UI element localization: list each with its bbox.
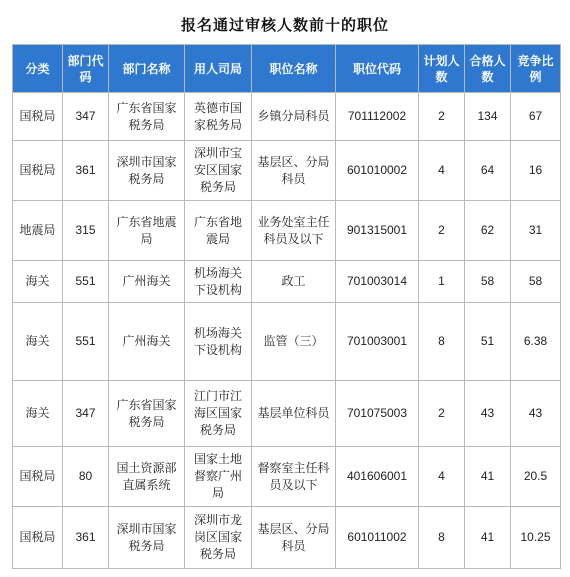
cell-category: 海关 bbox=[13, 381, 63, 447]
cell-pos-code: 701003001 bbox=[336, 303, 419, 381]
cell-bureau: 机场海关下设机构 bbox=[185, 261, 252, 303]
cell-position: 业务处室主任科员及以下 bbox=[252, 201, 336, 261]
cell-bureau: 深圳市龙岗区国家税务局 bbox=[185, 507, 252, 569]
cell-dept-name: 广州海关 bbox=[109, 303, 185, 381]
cell-pos-code: 901315001 bbox=[336, 201, 419, 261]
cell-pos-code: 601011002 bbox=[336, 507, 419, 569]
cell-qualified: 41 bbox=[465, 507, 511, 569]
col-header-position: 职位名称 bbox=[252, 45, 336, 93]
table-row bbox=[13, 303, 561, 381]
col-header-qualified: 合格人数 bbox=[465, 45, 511, 93]
cell-planned: 2 bbox=[419, 93, 465, 141]
cell-pos-code: 701075003 bbox=[336, 381, 419, 447]
cell-bureau: 深圳市宝安区国家税务局 bbox=[185, 141, 252, 201]
cell-planned: 2 bbox=[419, 381, 465, 447]
cell-position: 基层单位科员 bbox=[252, 381, 336, 447]
cell-category: 国税局 bbox=[13, 507, 63, 569]
cell-ratio: 20.5 bbox=[511, 447, 561, 507]
cell-planned: 2 bbox=[419, 201, 465, 261]
cell-dept-code: 551 bbox=[63, 303, 109, 381]
cell-dept-code: 347 bbox=[63, 93, 109, 141]
cell-planned: 8 bbox=[419, 507, 465, 569]
cell-ratio: 10.25 bbox=[511, 507, 561, 569]
cell-dept-code: 315 bbox=[63, 201, 109, 261]
cell-position: 监管（三） bbox=[252, 303, 336, 381]
cell-qualified: 58 bbox=[465, 261, 511, 303]
cell-qualified: 64 bbox=[465, 141, 511, 201]
cell-position: 政工 bbox=[252, 261, 336, 303]
table-container bbox=[12, 44, 560, 569]
cell-pos-code: 601010002 bbox=[336, 141, 419, 201]
header-row bbox=[13, 45, 561, 93]
cell-ratio: 31 bbox=[511, 201, 561, 261]
cell-dept-code: 347 bbox=[63, 381, 109, 447]
table-row bbox=[13, 141, 561, 201]
cell-pos-code: 701003014 bbox=[336, 261, 419, 303]
cell-qualified: 62 bbox=[465, 201, 511, 261]
cell-qualified: 51 bbox=[465, 303, 511, 381]
cell-dept-name: 国土资源部直属系统 bbox=[109, 447, 185, 507]
cell-ratio: 67 bbox=[511, 93, 561, 141]
cell-category: 国税局 bbox=[13, 93, 63, 141]
cell-dept-name: 广东省国家税务局 bbox=[109, 93, 185, 141]
cell-dept-name: 广东省国家税务局 bbox=[109, 381, 185, 447]
cell-ratio: 16 bbox=[511, 141, 561, 201]
cell-dept-code: 80 bbox=[63, 447, 109, 507]
cell-qualified: 43 bbox=[465, 381, 511, 447]
page-title: 报名通过审核人数前十的职位 bbox=[180, 16, 389, 34]
col-header-bureau: 用人司局 bbox=[185, 45, 252, 93]
table-header bbox=[13, 45, 561, 93]
col-header-ratio: 竞争比例 bbox=[511, 45, 561, 93]
cell-category: 国税局 bbox=[13, 141, 63, 201]
cell-position: 乡镇分局科员 bbox=[252, 93, 336, 141]
col-header-dept-code: 部门代码 bbox=[63, 45, 109, 93]
cell-qualified: 41 bbox=[465, 447, 511, 507]
table-row bbox=[13, 507, 561, 569]
cell-planned: 4 bbox=[419, 141, 465, 201]
cell-category: 地震局 bbox=[13, 201, 63, 261]
table-row bbox=[13, 261, 561, 303]
table-row bbox=[13, 381, 561, 447]
cell-bureau: 英德市国家税务局 bbox=[185, 93, 252, 141]
table-row bbox=[13, 201, 561, 261]
cell-planned: 8 bbox=[419, 303, 465, 381]
cell-dept-name: 广东省地震局 bbox=[109, 201, 185, 261]
cell-qualified: 134 bbox=[465, 93, 511, 141]
cell-dept-code: 361 bbox=[63, 141, 109, 201]
cell-planned: 1 bbox=[419, 261, 465, 303]
col-header-planned: 计划人数 bbox=[419, 45, 465, 93]
cell-ratio: 58 bbox=[511, 261, 561, 303]
cell-bureau: 国家土地督察广州局 bbox=[185, 447, 252, 507]
cell-bureau: 机场海关下设机构 bbox=[185, 303, 252, 381]
positions-table bbox=[12, 44, 561, 569]
cell-position: 基层区、分局科员 bbox=[252, 141, 336, 201]
cell-pos-code: 401606001 bbox=[336, 447, 419, 507]
cell-bureau: 江门市江海区国家税务局 bbox=[185, 381, 252, 447]
col-header-category: 分类 bbox=[13, 45, 63, 93]
cell-position: 基层区、分局科员 bbox=[252, 507, 336, 569]
col-header-pos-code: 职位代码 bbox=[336, 45, 419, 93]
cell-category: 海关 bbox=[13, 261, 63, 303]
cell-bureau: 广东省地震局 bbox=[185, 201, 252, 261]
table-row bbox=[13, 93, 561, 141]
table-body bbox=[13, 93, 561, 569]
table-row bbox=[13, 447, 561, 507]
cell-dept-name: 广州海关 bbox=[109, 261, 185, 303]
cell-category: 海关 bbox=[13, 303, 63, 381]
cell-category: 国税局 bbox=[13, 447, 63, 507]
col-header-dept-name: 部门名称 bbox=[109, 45, 185, 93]
cell-dept-code: 551 bbox=[63, 261, 109, 303]
cell-dept-name: 深圳市国家税务局 bbox=[109, 507, 185, 569]
cell-ratio: 6.38 bbox=[511, 303, 561, 381]
cell-pos-code: 701112002 bbox=[336, 93, 419, 141]
cell-dept-code: 361 bbox=[63, 507, 109, 569]
cell-dept-name: 深圳市国家税务局 bbox=[109, 141, 185, 201]
cell-ratio: 43 bbox=[511, 381, 561, 447]
cell-position: 督察室主任科员及以下 bbox=[252, 447, 336, 507]
cell-planned: 4 bbox=[419, 447, 465, 507]
